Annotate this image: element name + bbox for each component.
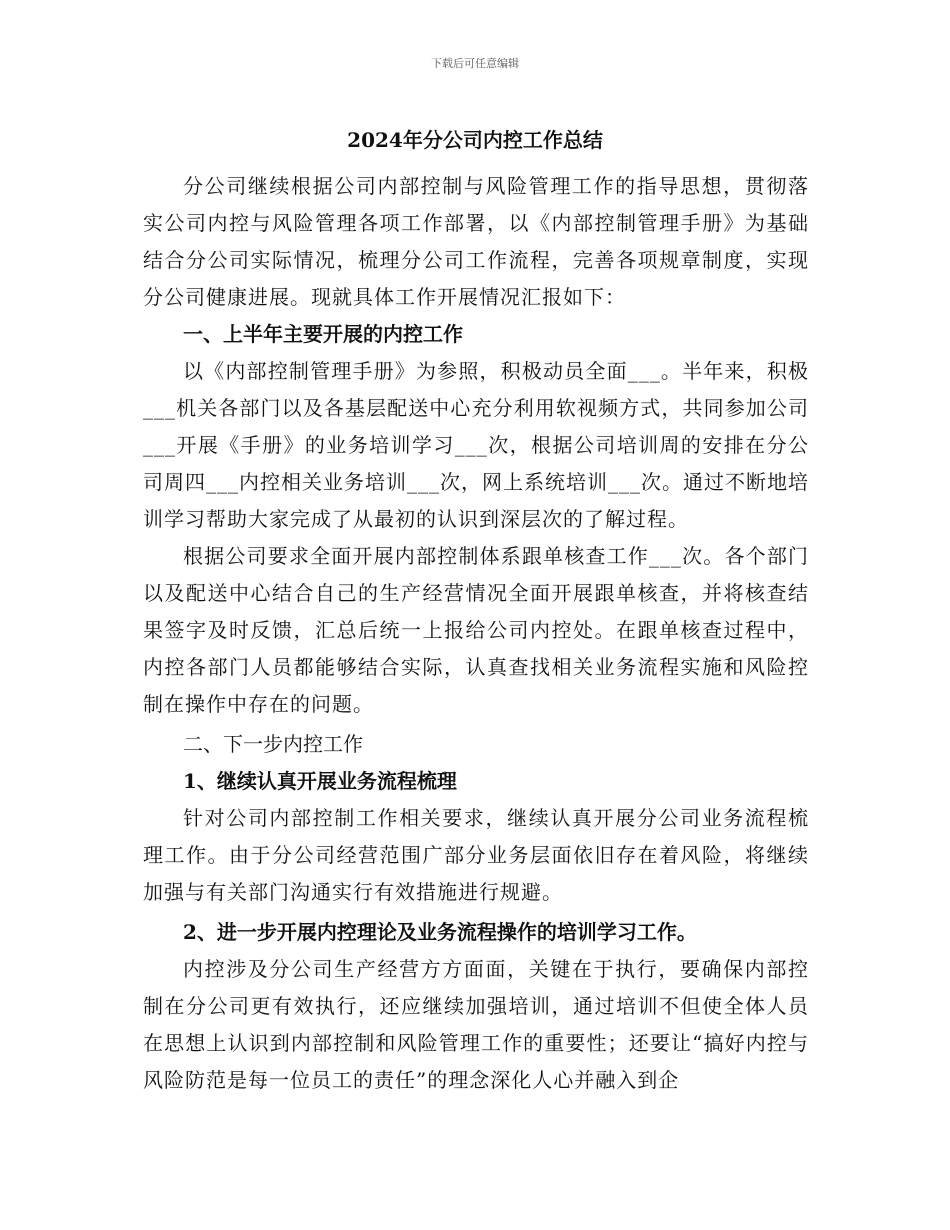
section-2-heading: 二、下一步内控工作 — [183, 732, 363, 756]
page-header: 下载后可任意编辑 — [431, 57, 519, 70]
section-1-paragraph-1: 以《内部控制管理手册》为参照，积极动员全面___。半年来，积极___机关各部门以及各基层配送中心充分利用软视频方式，共同参加公司___开展《手册》的业务培训学习___次，根据公司培训周的安排在分公司周四___内控相关业务培训___次，网上系统培训___次。通过不断地培训学习帮助大家完成了从最初的认识到深层次的了解过程。 — [143, 359, 809, 531]
document-title: 2024年分公司内控工作总结 — [347, 128, 603, 152]
section-1-heading: 一、上半年主要开展的内控工作 — [183, 322, 463, 346]
intro-paragraph: 分公司继续根据公司内部控制与风险管理工作的指导思想，贯彻落实公司内控与风险管理各项工作部署，以《内部控制管理手册》为基础结合分公司实际情况，梳理分公司工作流程，完善各项规章制度，实现分公司健康进展。现就具体工作开展情况汇报如下： — [143, 174, 809, 309]
subsection-2-heading: 2、进一步开展内控理论及业务流程操作的培训学习工作。 — [183, 920, 697, 944]
subsection-1-heading: 1、继续认真开展业务流程梳理 — [183, 769, 457, 793]
document-body — [143, 168, 809, 1099]
section-1-paragraph-2: 根据公司要求全面开展内部控制体系跟单核查工作___次。各个部门以及配送中心结合自己的生产经营情况全面开展跟单核查，并将核查结果签字及时反馈，汇总后统一上报给公司内控处。在跟单核查过程中，内控各部门人员都能够结合实际，认真查找相关业务流程实施和风险控制在操作中存在的问题。 — [143, 544, 809, 716]
subsection-2-paragraph: 内控涉及分公司生产经营方方面面，关键在于执行，要确保内部控制在分公司更有效执行，还应继续加强培训，通过培训不但使全体人员在思想上认识到内部控制和风险管理工作的重要性；还要让“搞好内控与风险防范是每一位员工的责任”的理念深化人心并融入到企 — [143, 957, 809, 1092]
subsection-1-paragraph: 针对公司内部控制工作相关要求，继续认真开展分公司业务流程梳理工作。由于分公司经营范围广部分业务层面依旧存在着风险，将继续加强与有关部门沟通实行有效措施进行规避。 — [143, 806, 809, 904]
